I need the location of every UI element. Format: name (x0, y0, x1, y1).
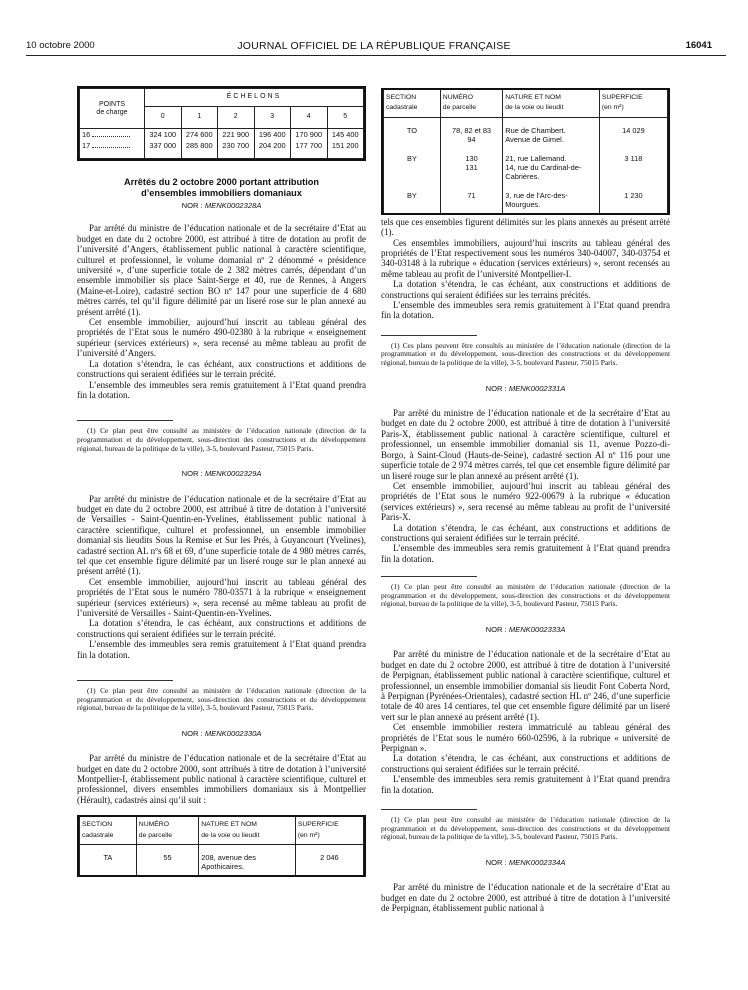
table-row (384, 148, 668, 185)
paragraph: La dotation s’étendra, le cas échéant, aux constructions et additions de constructions qui seraient édifiées sur le terrain précité. (77, 618, 366, 639)
nor-code: MENK0002329A (204, 469, 262, 479)
paragraph: tels que ces ensembles figurent délimités sur les plans annexés au présent arrêté (1). (381, 216, 670, 238)
footnote: (1) Ce plan peut être consulté au ministère de l’éducation nationale (direction de la programmation et du développement, sous-direction des constructions et du développement régional, bureau de la politique de la ville), 3-5, boulevard Pasteur, 75015 Paris. (381, 582, 670, 609)
parcel-numero: 130 131 (440, 148, 502, 185)
parcel-table-left (77, 815, 366, 877)
table-cell: 285 800 (181, 141, 218, 153)
parcel-header-superficie: SUPERFICIE (en m²) (295, 817, 363, 844)
table-cell: 170 900 (291, 129, 328, 141)
echelon-column-header: 4 (291, 107, 328, 129)
row-label (80, 141, 145, 153)
nor-code: MENK0002330A (204, 728, 262, 738)
parcel-header-row (80, 817, 364, 844)
echelon-column-header: 5 (327, 107, 364, 129)
parcel-header-superficie: SUPERFICIE (en m²) (599, 90, 667, 117)
footnote: (1) Ce plan peut être consulté au ministère de l’éducation nationale (direction de la programmation et du développement, sous-direction des constructions et du développement régional, bureau de la politique de la ville), 3-5, boulevard Pasteur, 75015 Paris. (77, 686, 366, 713)
parcel-numero: 71 (440, 185, 502, 213)
row-header-line2: de charge (96, 108, 128, 116)
nor-ref-1 (77, 201, 366, 211)
nor-code: MENK0002334A (508, 857, 566, 867)
parcel-numero: 55 (136, 845, 198, 876)
nor-code: MENK0002328A (204, 201, 262, 210)
parcel-header-nature: NATURE ET NOM de la voie ou lieudit (199, 817, 296, 844)
header-page-number: 16041 (685, 40, 712, 51)
echelon-column-header: 1 (181, 107, 218, 129)
paragraph: Par arrêté du ministre de l’éducation nationale et de la secrétaire d’Etat au budget en date du 2 octobre 2000, est attribué à titre de dotation à l’université Paris-X, établissement public national à caractère scientifique, culturel et professionnel, un ensemble immobilier domanial sis 11, avenue Pozzo-di-Borgo, à Saint-Cloud (Hauts-de-Seine), cadastré section AI nº 116 pour une superficie totale de 2 974 mètres carrés, tel que cet ensemble figure délimité par un liseré rouge sur le plan annexé au présent arrêté (1). (381, 408, 670, 481)
paragraph: La dotation s’étendra, le cas échéant, aux constructions et additions de constructions qui seraient édifiées sur le terrain précité. (381, 753, 670, 774)
parcel-numero: 78, 82 et 83 94 (440, 117, 502, 148)
footnote-rule (77, 420, 173, 421)
parcel-section: TO (384, 117, 441, 148)
nor-prefix: NOR : (181, 728, 205, 738)
footnote: (1) Ces plans peuvent être consultés au ministère de l’éducation nationale (direction de la programmation et du développement, sous-direction des constructions et du développement régional, bureau de la politique de la ville), 3-5, boulevard Pasteur, 75015 Paris. (381, 340, 670, 368)
echelons-body (80, 129, 364, 159)
parcel-superficie: 3 118 (599, 148, 667, 185)
nor-ref-2 (77, 469, 366, 479)
paragraph: L’ensemble des immeubles sera remis gratuitement à l’Etat quand prendra fin la dotation. (381, 774, 670, 795)
echelons-group-header: ÉCHELONS (145, 89, 364, 107)
echelon-column-header: 0 (145, 107, 182, 129)
echelons-row-header (80, 89, 145, 129)
table-cell: 145 400 (327, 129, 364, 141)
parcel-table-right (381, 88, 670, 215)
paragraph: Par arrêté du ministre de l’éducation nationale et de la secrétaire d’Etat au budget en date du 2 octobre 2000, est attribué à titre de dotation à l’université de Versailles - Saint-Quentin-en-Yvelines, établissement public national à caractère scientifique, culturel et professionnel, un ensemble immobilier domanial sis lieudits Sous la Remise et Sur les Prés, à Guyancourt (Yvelines), cadastré section AL nºs 68 et 69, d’une superficie totale de 4 980 mètres carrés, tel que cet ensemble figure délimité par un liseré rouge sur le plan annexé au présent arrêté (1). (77, 493, 366, 577)
nor-prefix: NOR : (485, 857, 509, 867)
nor-ref-5 (381, 625, 670, 635)
table-row (80, 129, 364, 141)
footnote-rule (381, 335, 477, 336)
right-column (381, 88, 670, 913)
table-cell (181, 153, 218, 159)
paragraph: La dotation s’étendra, le cas échéant, aux constructions et additions de constructions qui seraient édifiées sur les terrains précités. (381, 279, 670, 300)
parcel-superficie: 1 230 (599, 185, 667, 213)
paragraph: L’ensemble des immeubles sera remis gratuitement à l’Etat quand prendra fin la dotation. (381, 300, 670, 321)
table-cell (218, 153, 255, 159)
section-title: Arrêtés du 2 octobre 2000 portant attribution d’ensembles immobiliers domaniaux (123, 177, 319, 198)
table-cell: 177 700 (291, 141, 328, 153)
echelon-column-header: 3 (254, 107, 291, 129)
row-header-line1: POINTS (98, 100, 126, 108)
table-cell: 230 700 (218, 141, 255, 153)
table-cell (327, 153, 364, 159)
table-cell: 274 600 (181, 129, 218, 141)
table-row (80, 845, 364, 876)
nor-code: MENK0002331A (508, 383, 566, 393)
row-label-text: 16 (82, 129, 91, 139)
echelons-table (77, 86, 366, 161)
footnote: (1) Ce plan peut être consulté au ministère de l’éducation nationale (direction de la programmation et du développement, sous-direction des constructions et du développement régional, bureau de la politique de la ville), 3-5, boulevard Pasteur, 75015 Paris. (381, 815, 670, 842)
table-cell: 196 400 (254, 129, 291, 141)
paragraph: Par arrêté du ministre de l’éducation nationale et de la secrétaire d’Etat au budget en date du 2 octobre 2000, est attribué à titre de dotation à l’université de Perpignan, établissement public national à caractère scientifique, culturel et professionnel, un ensemble immobilier domanial sis lieudit Font Coberta Nord, à Perpignan (Pyrénées-Orientales), cadastré section HL nº 246, d’une superficie totale de 40 ares 14 centiares, tel que cet ensemble figure délimité par un liseré vert sur le plan annexé au présent arrêté (1). (381, 649, 670, 722)
nor-prefix: NOR : (485, 383, 509, 393)
table-row (384, 117, 668, 148)
paragraph: Par arrêté du ministre de l’éducation nationale et de la secrétaire d’Etat au budget en date du 2 octobre 2000, est attribué à titre de dotation à l’université de Perpignan, établissement public national à (381, 882, 670, 914)
left-column (77, 86, 366, 877)
paragraph: Par arrêté du ministre de l’éducation nationale et de la secrétaire d’Etat au budget en date du 2 octobre 2000, est attribué à titre de dotation au profit de l’université d’Angers, établissement public national à caractère scientifique, culturel et professionnel, le volume domanial nº 2 dénommé « présidence université », d’une superficie totale de 2 382 mètres carrés, dépendant d’un ensemble immobilier sis place Saint-Serge et 40, rue de Rennes, à Angers (Maine-et-Loire), cadastré section BO nº 147 pour une superficie de 4 680 mètres carrés, tel qu’il figure délimité par un liseré rose sur le plan annexé au présent arrêté (1). (77, 223, 366, 317)
table-cell (254, 153, 291, 159)
paragraph: L’ensemble des immeubles sera remis gratuitement à l’Etat quand prendra fin la dotation. (77, 639, 366, 660)
footnote: (1) Ce plan peut être consulté au ministère de l’éducation nationale (direction de la programmation et du développement, sous-direction des constructions et du développement régional, bureau de la politique de la ville), 3-5, boulevard Pasteur, 75015 Paris. (77, 426, 366, 453)
paragraph: Cet ensemble immobilier, aujourd’hui inscrit au tableau général des propriétés de l’Etat sous le numéro 922-00679 à la rubrique « éducation (services extérieurs) », sera recensé au même tableau au profit de l’université Paris-X. (381, 480, 670, 523)
parcel-body (384, 117, 668, 213)
footnote-rule (381, 576, 477, 577)
row-label-text: 17 (82, 141, 91, 151)
table-row (80, 141, 364, 153)
parcel-header-section: SECTION cadastrale (80, 817, 137, 844)
footnote-rule (381, 809, 477, 810)
table-cell (80, 153, 145, 159)
paragraph: L’ensemble des immeubles sera remis gratuitement à l’Etat quand prendra fin la dotation. (77, 379, 366, 400)
footnote-rule (77, 680, 173, 681)
page-header (0, 40, 748, 56)
parcel-section: BY (384, 148, 441, 185)
parcel-header-section: SECTION cadastrale (384, 90, 441, 117)
leader-dots (92, 147, 130, 148)
nor-prefix: NOR : (485, 624, 509, 634)
header-journal-title: JOURNAL OFFICIEL DE LA RÉPUBLIQUE FRANÇAISE (237, 40, 511, 52)
parcel-superficie: 2 046 (295, 845, 363, 876)
paragraph: La dotation s’étendra, le cas échéant, aux constructions et additions de constructions qui seraient édifiées sur le terrain précité. (77, 358, 366, 380)
paragraph: Cet ensemble immobilier restera immatriculé au tableau général des propriétés de l’Etat sous le numéro 660-02596, à la rubrique « université de Perpignan ». (381, 722, 670, 753)
table-cell: 204 200 (254, 141, 291, 153)
nor-prefix: NOR : (181, 201, 205, 210)
parcel-header-numero: NUMÉRO de parcelle (440, 90, 502, 117)
parcel-nature: 3, rue de l’Arc-des-Mourgues. (503, 185, 600, 213)
table-row (384, 185, 668, 213)
row-label (80, 129, 145, 141)
table-cell: 151 200 (327, 141, 364, 153)
parcel-nature: 21, rue Lallemand. 14, rue du Cardinal-de-Cabrières. (503, 148, 600, 185)
paragraph: Par arrêté du ministre de l’éducation nationale et de la secrétaire d’Etat au budget en date du 2 octobre 2000, sont attribués à titre de dotation à l’université Montpellier-I, établissement public national à caractère scientifique, culturel et professionnel, divers ensembles immobiliers domaniaux sis à Montpellier (Hérault), cadastrés ainsi qu’il suit : (77, 753, 366, 805)
parcel-section: BY (384, 185, 441, 213)
paragraph: L’ensemble des immeubles sera remis gratuitement à l’Etat quand prendra fin la dotation. (381, 543, 670, 564)
table-spacer-row (80, 153, 364, 159)
parcel-body (80, 845, 364, 876)
paragraph: Ces ensembles immobiliers, aujourd’hui inscrits au tableau général des propriétés de l’Etat respectivement sous les numéros 340-04007, 340-03754 et 340-03148 à la rubrique « éducation (services extérieurs) », seront recensés au même tableau au profit de l’université Montpellier-I. (381, 237, 670, 279)
nor-ref-3 (77, 729, 366, 739)
leader-dots (92, 136, 130, 137)
parcel-nature: Rue de Chambert. Avenue de Gimel. (503, 117, 600, 148)
table-cell (145, 153, 182, 159)
paragraph: Cet ensemble immobilier, aujourd’hui inscrit au tableau général des propriétés de l’Etat sous le numéro 490-02380 à la rubrique « enseignement supérieur (services extérieurs) », sera recensé au même tableau au profit de l’université d’Angers. (77, 317, 366, 359)
table-cell (291, 153, 328, 159)
table-cell: 221 900 (218, 129, 255, 141)
nor-prefix: NOR : (181, 469, 205, 479)
table-cell: 324 100 (145, 129, 182, 141)
paragraph: La dotation s’étendra, le cas échéant, aux constructions et additions de constructions qui seraient édifiées sur le terrain précité. (381, 522, 670, 543)
header-rule (26, 55, 726, 56)
parcel-superficie: 14 029 (599, 117, 667, 148)
parcel-header-nature: NATURE ET NOM de la voie ou lieudit (503, 90, 600, 117)
table-cell: 337 000 (145, 141, 182, 153)
parcel-header-numero: NUMÉRO de parcelle (136, 817, 198, 844)
nor-ref-4 (381, 384, 670, 394)
parcel-header-row (384, 90, 668, 117)
parcel-nature: 208, avenue des Apothicaires. (199, 845, 296, 876)
nor-ref-6 (381, 858, 670, 868)
nor-code: MENK0002333A (508, 624, 566, 634)
parcel-section: TA (80, 845, 137, 876)
echelon-column-header: 2 (218, 107, 255, 129)
header-date: 10 octobre 2000 (26, 40, 95, 51)
paragraph: Cet ensemble immobilier, aujourd’hui inscrit au tableau général des propriétés de l’Etat sous le numéro 780-03571 à la rubrique « enseignement supérieur (services extérieurs) », sera recensé au même tableau au profit de l’université de Versailles - Saint-Quentin-en-Yvelines. (77, 576, 366, 618)
